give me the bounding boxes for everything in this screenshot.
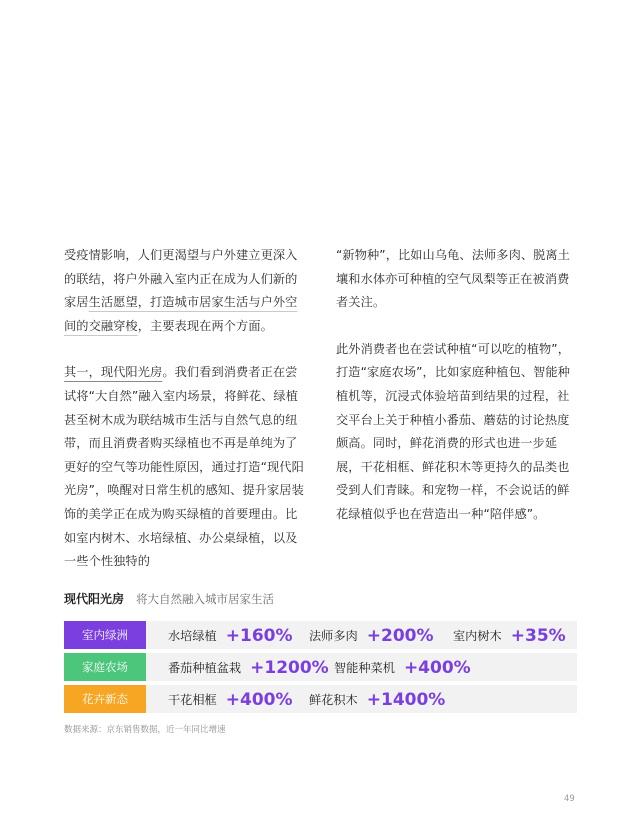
item-name: 智能种菜机 <box>334 661 395 675</box>
growth-value: +200% <box>366 626 434 646</box>
intro-tail-text: ，主要表现在两个方面。 <box>137 318 273 333</box>
growth-item <box>309 621 434 649</box>
growth-value: +1200% <box>250 658 329 678</box>
table-heading <box>64 590 274 607</box>
left-column <box>64 244 308 574</box>
item-name: 干花相框 <box>168 693 217 707</box>
growth-item <box>168 621 293 649</box>
item-name: 番茄种植盆栽 <box>168 661 242 675</box>
table-row-floral-trends <box>64 685 577 713</box>
category-label: 家庭农场 <box>64 653 146 681</box>
sunroom-lead-text: 其一，现代阳光房 <box>64 365 163 380</box>
intro-text: 受疫情影响，人们更渴望与户外建立更深入的联结，将户外融入室内正在成为人们新的家居 <box>64 248 298 310</box>
item-name: 室内树木 <box>453 629 502 643</box>
item-name: 鲜花积木 <box>309 693 358 707</box>
page-number: 49 <box>564 794 575 804</box>
new-species-paragraph: “新物种”，比如山乌龟、法师多肉、脱离土壤和水体亦可种植的空气凤梨等正在被消费者关注。 <box>336 248 571 310</box>
right-column <box>336 244 580 527</box>
growth-item <box>453 621 566 649</box>
growth-item <box>309 685 445 713</box>
growth-value: +35% <box>510 626 566 646</box>
growth-value: +1400% <box>366 690 446 710</box>
table-title: 现代阳光房 <box>64 592 125 606</box>
growth-item <box>168 685 293 713</box>
category-label: 室内绿洲 <box>64 621 146 649</box>
category-label: 花卉新态 <box>64 685 146 713</box>
table-row-home-farm <box>64 653 577 681</box>
item-name: 水培绿植 <box>168 629 217 643</box>
growth-value: +160% <box>225 626 293 646</box>
growth-value: +400% <box>225 690 293 710</box>
growth-item <box>334 653 471 681</box>
source-note: 数据来源：京东销售数据，近一年同比增速 <box>64 725 226 735</box>
item-name: 法师多肉 <box>309 629 358 643</box>
table-row-indoor-oasis <box>64 621 577 649</box>
intro-underlined-text: 生活愿望，打造城市居家生活与户外空间的交融穿梭 <box>64 295 298 333</box>
edible-plants-paragraph: 此外消费者也在尝试种植“可以吃的植物”，打造“家庭农场”，比如家庭种植包、智能种植机等，沉浸式体验培苗到结果的过程，社交平台上关于种植小番茄、蘑菇的讨论热度颇高。同时，鲜花消费的形式也进一步延展，干花相框、鲜花积木等更持久的品类也受到人们青睐。和宠物一样，不会说话的鲜花绿植似乎也在营造出一种“陪伴感”。 <box>336 341 571 521</box>
table-subtitle: 将大自然融入城市居家生活 <box>136 592 275 606</box>
intro-paragraph <box>64 244 308 338</box>
growth-value: +400% <box>403 658 471 678</box>
sunroom-body-text: 。我们看到消费者正在尝试将“大自然”融入室内场景，将鲜花、绿植甚至树木成为联结城市生活与自然气息的纽带，而且消费者购买绿植也不再是单纯为了更好的空气等功能性原因，通过打造“现代阳光房”，唤醒对日常生机的感知、提升家居装饰的美学正在成为购买绿植的首要理由。比如室内树木、水培绿植、办公桌绿植，以及一些个性独特的 <box>64 365 304 569</box>
growth-item <box>168 653 329 681</box>
sunroom-paragraph <box>64 361 308 573</box>
